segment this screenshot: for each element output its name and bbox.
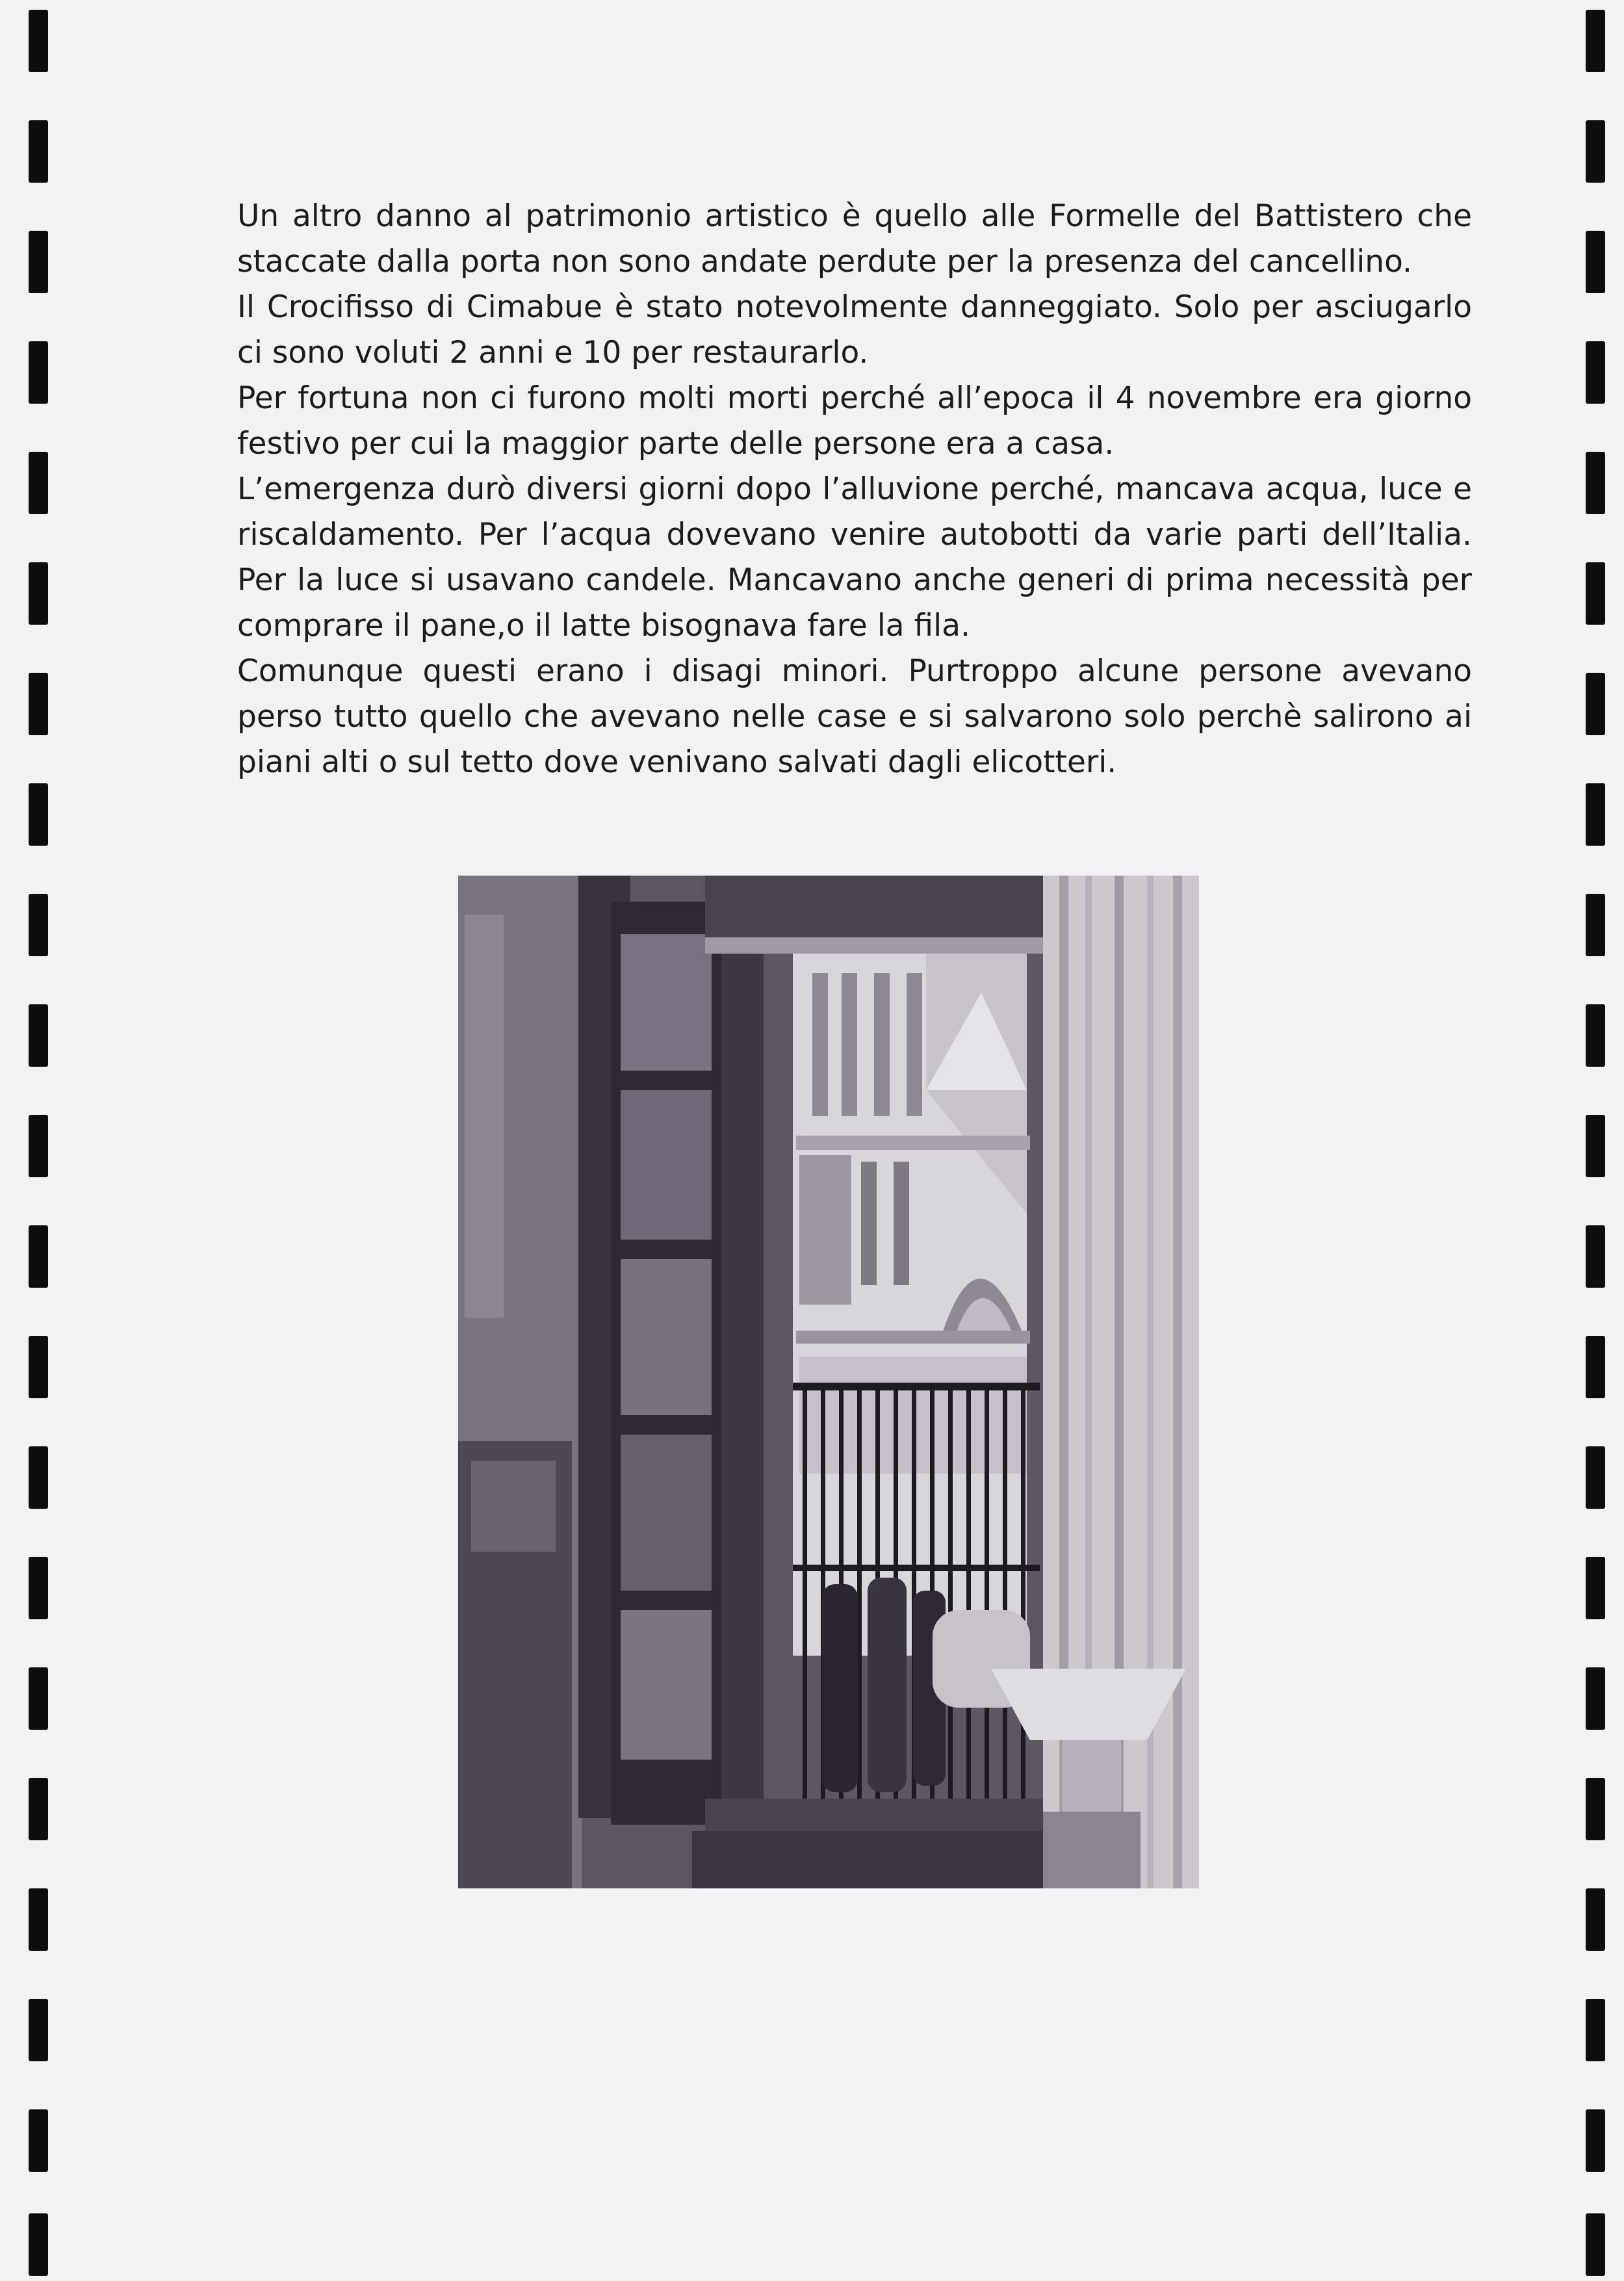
punch-hole (1586, 452, 1605, 514)
punch-hole (29, 120, 48, 183)
body-text (237, 194, 1472, 785)
punch-hole (29, 341, 48, 404)
punch-hole (29, 2109, 48, 2172)
punch-hole (1586, 1557, 1605, 1619)
punch-hole (29, 1778, 48, 1840)
punch-hole (1586, 1667, 1605, 1730)
baptistery-door-photo (458, 876, 1199, 1888)
punch-hole (1586, 120, 1605, 183)
punch-hole (1586, 562, 1605, 625)
punch-hole (29, 894, 48, 956)
punch-hole (29, 1446, 48, 1509)
punch-hole (29, 1667, 48, 1730)
punch-hole (1586, 2213, 1605, 2276)
punch-hole (29, 783, 48, 846)
punch-hole (29, 1225, 48, 1288)
punch-hole (1586, 231, 1605, 293)
punch-hole (1586, 1446, 1605, 1509)
punch-hole (1586, 1225, 1605, 1288)
punch-hole (29, 1336, 48, 1398)
punch-hole (1586, 1004, 1605, 1067)
punch-hole (1586, 10, 1605, 72)
punch-hole (29, 1004, 48, 1067)
punch-hole (1586, 1999, 1605, 2061)
paragraph: Il Crocifisso di Cimabue è stato notevolmente danneggiato. Solo per asciugarlo ci sono voluti 2 anni e 10 per restaurarlo. (237, 289, 1472, 371)
punch-hole (29, 1888, 48, 1951)
paragraph: Un altro danno al patrimonio artistico è quello alle Formelle del Battistero che staccate dalla porta non sono andate perdute per la presenza del cancellino. (237, 198, 1472, 280)
punch-hole (29, 1999, 48, 2061)
paragraph: Comunque questi erano i disagi minori. Purtroppo alcune persone avevano perso tutto quello che avevano nelle case e si salvarono solo perchè salirono ai piani alti o sul tetto dove venivano salvati dagli elicotteri. (237, 653, 1472, 780)
punch-hole (29, 673, 48, 735)
paragraph: Per fortuna non ci furono molti morti perché all’epoca il 4 novembre era giorno festivo per cui la maggior parte delle persone era a casa. (237, 380, 1472, 462)
punch-hole (29, 2213, 48, 2276)
punch-hole (29, 1115, 48, 1177)
punch-hole (29, 562, 48, 625)
punch-hole (1586, 894, 1605, 956)
punch-hole (29, 10, 48, 72)
paragraph: L’emergenza durò diversi giorni dopo l’alluvione perché, mancava acqua, luce e riscaldamento. Per l’acqua dovevano venire autobotti da varie parti dell’Italia. Per la luce si usavano candele. Mancavano anche generi di prima necessità per comprare il pane,o il latte bisognava fare la fila. (237, 471, 1472, 644)
punch-hole (1586, 1336, 1605, 1398)
punch-hole (29, 1557, 48, 1619)
punch-hole (29, 231, 48, 293)
punch-hole (1586, 673, 1605, 735)
punch-hole (1586, 1888, 1605, 1951)
punch-hole (1586, 783, 1605, 846)
punch-hole (29, 452, 48, 514)
punch-hole (1586, 1778, 1605, 1840)
punch-hole (1586, 1115, 1605, 1177)
punch-hole (1586, 2109, 1605, 2172)
punch-hole (1586, 341, 1605, 404)
